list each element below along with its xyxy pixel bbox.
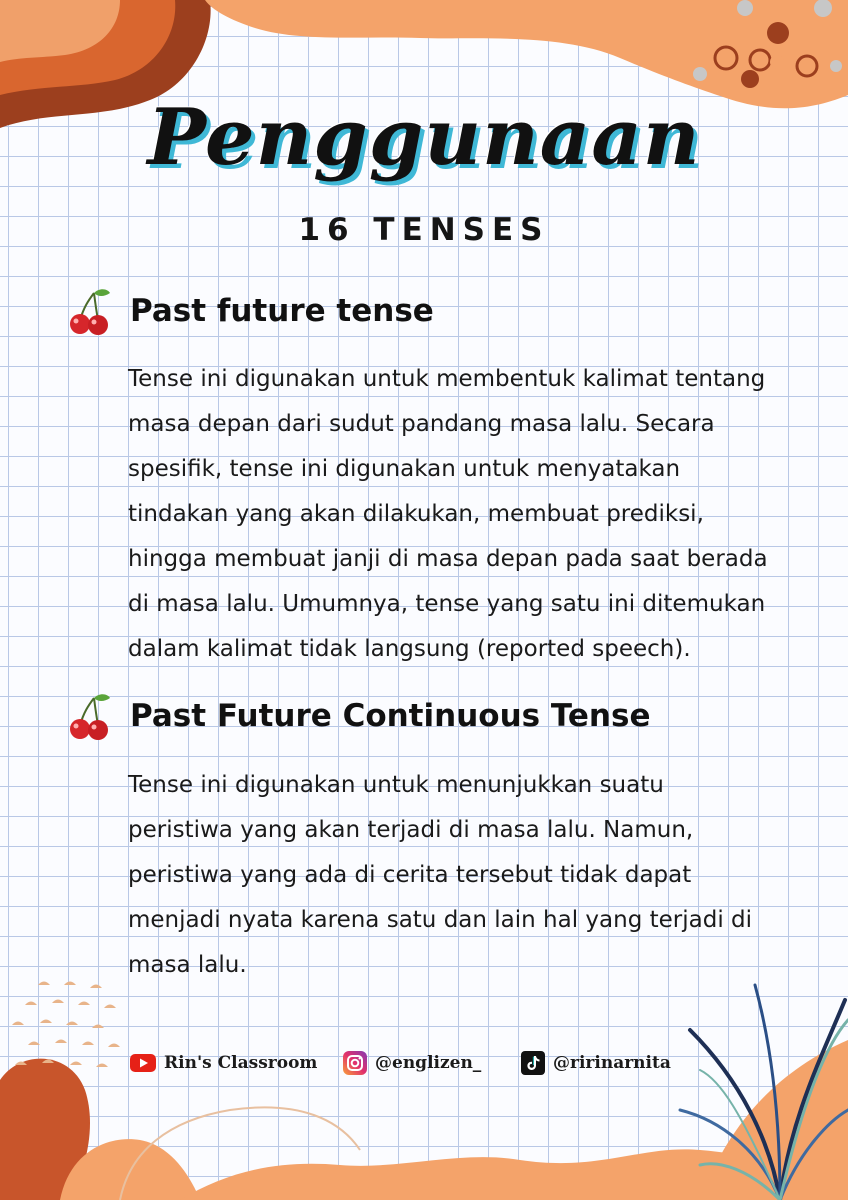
page-subtitle: 16 TENSES <box>298 212 550 248</box>
instagram-link[interactable] <box>343 1050 481 1076</box>
section-paragraph <box>128 763 818 988</box>
instagram-label: @englizen_ <box>375 1053 482 1073</box>
tiktok-link[interactable] <box>521 1050 671 1076</box>
paragraph-line: peristiwa yang akan terjadi di masa lalu. Namun, <box>128 817 694 843</box>
tiktok-label: @ririnarnita <box>553 1053 671 1073</box>
paragraph-line: hingga membuat janji di masa depan pada saat berada <box>128 546 768 572</box>
paragraph-line: tindakan yang akan dilakukan, membuat prediksi, <box>128 501 704 527</box>
cherry-icon <box>66 692 112 742</box>
paragraph-line: masa lalu. <box>128 952 247 978</box>
youtube-icon <box>130 1054 156 1072</box>
paragraph-line: masa depan dari sudut pandang masa lalu. Secara <box>128 411 715 437</box>
instagram-icon <box>343 1051 367 1075</box>
section-paragraph <box>128 357 818 672</box>
paragraph-line: Tense ini digunakan untuk menunjukkan suatu <box>128 772 664 798</box>
youtube-label: Rin's Classroom <box>164 1053 318 1073</box>
paragraph-line: spesifik, tense ini digunakan untuk menyatakan <box>128 456 681 482</box>
paragraph-line: peristiwa yang ada di cerita tersebut tidak dapat <box>128 862 692 888</box>
youtube-link[interactable] <box>130 1050 317 1076</box>
section-heading: Past Future Continuous Tense <box>130 698 651 734</box>
section-heading: Past future tense <box>130 293 434 329</box>
page-title: Penggunaan <box>147 92 701 183</box>
paragraph-line: dalam kalimat tidak langsung (reported speech). <box>128 636 691 662</box>
paragraph-line: di masa lalu. Umumnya, tense yang satu ini ditemukan <box>128 591 766 617</box>
cherry-icon <box>66 287 112 337</box>
paragraph-line: Tense ini digunakan untuk membentuk kalimat tentang <box>128 366 766 392</box>
tiktok-icon <box>521 1051 545 1075</box>
paragraph-line: menjadi nyata karena satu dan lain hal yang terjadi di <box>128 907 753 933</box>
